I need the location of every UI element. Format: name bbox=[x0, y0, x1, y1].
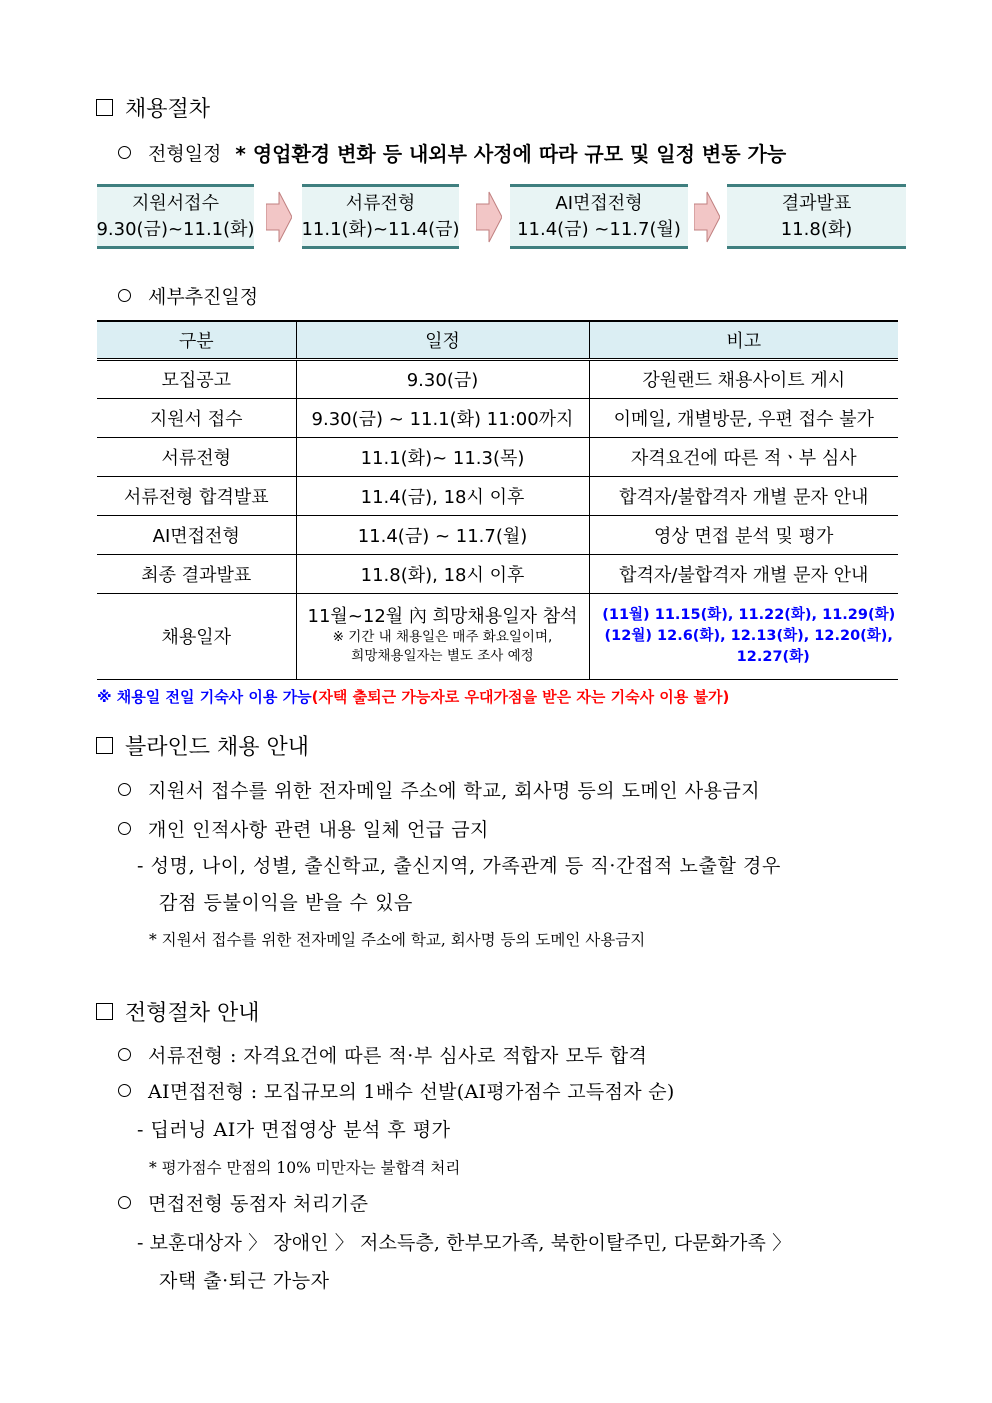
table-cell: AI면접전형 bbox=[97, 515, 296, 554]
table-header-row bbox=[97, 321, 898, 359]
table-cell: 서류전형 합격발표 bbox=[97, 476, 296, 515]
hiring-schedule-note-2: 희망채용일자는 별도 조사 예정 bbox=[351, 648, 534, 664]
section-title-text: 블라인드 채용 안내 bbox=[125, 735, 310, 760]
flow-step-date: 11.8(화) bbox=[780, 218, 853, 240]
table-cell: 채용일자 bbox=[97, 593, 296, 679]
hiring-schedule-main: 11월~12월 內 희망채용일자 참석 bbox=[307, 606, 578, 627]
table-row bbox=[97, 554, 898, 593]
process-star-note: * 평가점수 만점의 10% 미만자는 불합격 처리 bbox=[149, 1159, 461, 1177]
flow-step-application bbox=[97, 184, 254, 249]
table-cell: 이메일, 개별방문, 우편 접수 불가 bbox=[589, 398, 898, 437]
process-sub-3a: - 보훈대상자 〉 장애인 〉 저소득층, 한부모가족, 북한이탈주민, 다문화가족 〉 bbox=[137, 1232, 792, 1254]
arrow-right-icon bbox=[694, 190, 720, 244]
table-cell: 지원서 접수 bbox=[97, 398, 296, 437]
section-title-recruitment-process bbox=[96, 92, 210, 123]
dormitory-note-red: (자택 출퇴근 가능자로 우대가점을 받은 자는 기숙사 이용 불가) bbox=[311, 688, 730, 706]
table-cell: 서류전형 bbox=[97, 437, 296, 476]
process-item-1-text: 서류전형 : 자격요건에 따른 적·부 심사로 적합자 모두 합격 bbox=[148, 1045, 648, 1067]
table-cell: 합격자/불합격자 개별 문자 안내 bbox=[589, 554, 898, 593]
process-item-1 bbox=[118, 1041, 647, 1068]
table-cell-hiring-schedule bbox=[296, 593, 589, 679]
process-item-2-text: AI면접전형 : 모집규모의 1배수 선발(AI평가점수 고득점자 순) bbox=[148, 1081, 675, 1103]
table-row bbox=[97, 515, 898, 554]
table-cell: 자격요건에 따른 적ㆍ부 심사 bbox=[589, 437, 898, 476]
flow-step-document bbox=[302, 184, 459, 249]
blind-item-2 bbox=[118, 815, 489, 842]
checkbox-square-icon bbox=[96, 737, 113, 754]
blind-item-1-text: 지원서 접수를 위한 전자메일 주소에 학교, 회사명 등의 도메인 사용금지 bbox=[148, 780, 761, 802]
schedule-note: * 영업환경 변화 등 내외부 사정에 따라 규모 및 일정 변동 가능 bbox=[235, 142, 787, 166]
hiring-remark-1: (11월) 11.15(화), 11.22(화), 11.29(화) bbox=[602, 606, 896, 623]
hiring-remark-3: 12.27(화) bbox=[736, 648, 810, 665]
flow-step-result bbox=[727, 184, 906, 249]
table-cell: 최종 결과발표 bbox=[97, 554, 296, 593]
table-row bbox=[97, 398, 898, 437]
section-title-blind-hiring bbox=[96, 730, 309, 761]
section-title-selection-process bbox=[96, 996, 260, 1027]
table-cell: 9.30(금) ~ 11.1(화) 11:00까지 bbox=[296, 398, 589, 437]
circle-bullet-icon bbox=[118, 289, 131, 302]
table-row bbox=[97, 476, 898, 515]
table-header: 구분 bbox=[97, 321, 296, 359]
blind-item-1 bbox=[118, 776, 760, 803]
table-row bbox=[97, 359, 898, 398]
circle-bullet-icon bbox=[118, 1048, 131, 1061]
section-title-text: 전형절차 안내 bbox=[125, 1001, 260, 1026]
flow-step-date: 9.30(금)~11.1(화) bbox=[96, 218, 255, 240]
schedule-table bbox=[97, 320, 898, 680]
arrow-right-icon bbox=[476, 190, 502, 244]
checkbox-square-icon bbox=[96, 99, 113, 116]
table-cell-hiring-remarks bbox=[589, 593, 898, 679]
table-cell: 합격자/불합격자 개별 문자 안내 bbox=[589, 476, 898, 515]
table-cell: 11.1(화)~ 11.3(목) bbox=[296, 437, 589, 476]
circle-bullet-icon bbox=[118, 1196, 131, 1209]
flow-step-ai-interview bbox=[510, 184, 688, 249]
table-header: 일정 bbox=[296, 321, 589, 359]
arrow-right-icon bbox=[266, 190, 292, 244]
schedule-heading bbox=[118, 138, 786, 167]
schedule-label: 전형일정 bbox=[148, 143, 222, 165]
section-title-text: 채용절차 bbox=[125, 97, 211, 122]
flow-step-name: 서류전형 bbox=[345, 192, 416, 214]
process-sub-2: - 딥러닝 AI가 면접영상 분석 후 평가 bbox=[137, 1119, 451, 1141]
hiring-remark-2: (12월) 12.6(화), 12.13(화), 12.20(화), bbox=[604, 627, 893, 644]
process-item-3-text: 면접전형 동점자 처리기준 bbox=[148, 1193, 369, 1215]
process-item-2 bbox=[118, 1077, 675, 1104]
table-cell: 강원랜드 채용사이트 게시 bbox=[589, 359, 898, 398]
blind-star-note: * 지원서 접수를 위한 전자메일 주소에 학교, 회사명 등의 도메인 사용금지 bbox=[149, 931, 646, 949]
table-cell: 11.4(금) ~ 11.7(월) bbox=[296, 515, 589, 554]
circle-bullet-icon bbox=[118, 1084, 131, 1097]
dormitory-note-blue: ※ 채용일 전일 기숙사 이용 가능 bbox=[97, 688, 312, 706]
table-cell: 영상 면접 분석 및 평가 bbox=[589, 515, 898, 554]
table-cell: 모집공고 bbox=[97, 359, 296, 398]
circle-bullet-icon bbox=[118, 822, 131, 835]
detail-schedule-label: 세부추진일정 bbox=[148, 286, 259, 308]
flow-step-date: 11.4(금) ~11.7(월) bbox=[517, 218, 681, 240]
hiring-schedule-note-1: ※ 기간 내 채용일은 매주 화요일이며, bbox=[332, 629, 553, 645]
blind-sub-1a: - 성명, 나이, 성별, 출신학교, 출신지역, 가족관계 등 직·간접적 노출할 경우 bbox=[137, 855, 781, 877]
dormitory-note bbox=[97, 686, 729, 707]
checkbox-square-icon bbox=[96, 1003, 113, 1020]
flow-step-name: 결과발표 bbox=[781, 192, 852, 214]
table-row bbox=[97, 437, 898, 476]
flow-step-name: 지원서접수 bbox=[132, 192, 219, 214]
table-cell: 11.8(화), 18시 이후 bbox=[296, 554, 589, 593]
process-item-3 bbox=[118, 1189, 368, 1216]
table-header: 비고 bbox=[589, 321, 898, 359]
process-sub-3b: 자택 출·퇴근 가능자 bbox=[159, 1270, 330, 1292]
blind-sub-1b: 감점 등불이익을 받을 수 있음 bbox=[159, 892, 414, 914]
table-cell: 9.30(금) bbox=[296, 359, 589, 398]
detail-schedule-heading bbox=[118, 282, 258, 309]
blind-item-2-text: 개인 인적사항 관련 내용 일체 언급 금지 bbox=[148, 819, 489, 841]
flow-step-name: AI면접전형 bbox=[555, 192, 643, 214]
circle-bullet-icon bbox=[118, 783, 131, 796]
table-row-hiring-date bbox=[97, 593, 898, 679]
table-cell: 11.4(금), 18시 이후 bbox=[296, 476, 589, 515]
circle-bullet-icon bbox=[118, 146, 131, 159]
flow-step-date: 11.1(화)~11.4(금) bbox=[301, 218, 460, 240]
